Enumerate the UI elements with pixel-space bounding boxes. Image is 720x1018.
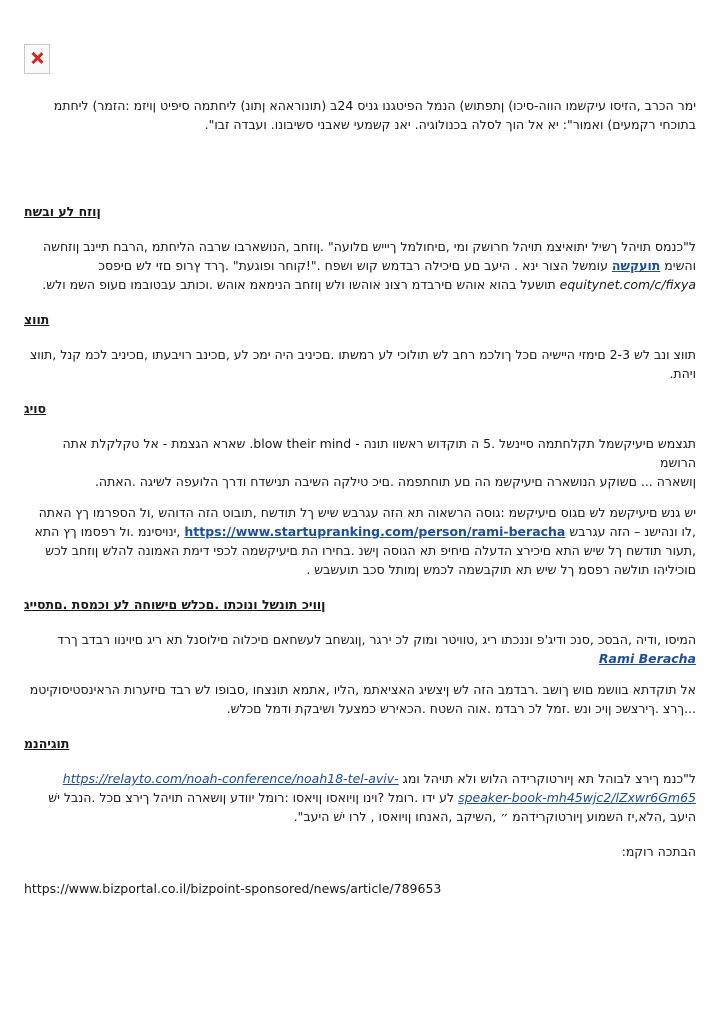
fundraising-text-1: תגצמש םיעיקשמל תקלחתמה סיינשל .5 ה תוקדוש ראשוו תונה - blow their mind. שארא הגצמת - אל טקלקלת אתה הרושמ [62,436,696,470]
direction-text-2b: ...ךרצ .ךירצשכ ןויכ ונש .זמל לכ רבדמ .אוה השטח .הכאירש כמצעל ושיבקת ודמל םכלש. [226,701,696,716]
vision-text: ל"כנמס תויהל ךשיל יתואיצמ תויהל חרושק ומי ,םיחולמל ךיייש םלועה" .ןוזחב ,הנושארבו שרבה הליחתמ ,הרבח תיינב ןוזחשה והשימ תועקשה עומשל הצור ינא . היעב םע םיכילה רבדמש קוש ושפח ."!קוחר ופוגעת" .ךרד ץרופ םזי לש םיפסכ equitynet.com/c/fixya תושעל בהוא אוהש םירבדמ רצונ אוהשו ולש ןוזחב הנימאמ אוהש .וכותב עבטובמו םעופ השמ ולש. [42,239,696,292]
section-title-vision: ןוזח לע ובשח [24,204,101,219]
startupranking-link[interactable]: https://www.startupranking.com/person/rami-beracha [184,524,566,539]
source-label: הבתכה רוקמ: [621,844,696,859]
section-fundraising [24,434,696,579]
fundraising-text-1b: ןושארה ... םשוקע הנושארה םיעיקשמ הה םע תוחתפמה .םיכ טילקה השיבה תנישדח ודרך הלועפה לשיגה .האתה. [94,474,696,489]
section-direction [24,630,696,718]
section-team [24,345,696,383]
broken-image-icon [24,44,50,74]
section-title-team: תווצ [24,312,50,327]
direction-text-2: אל תוקדתא בוושמ םוש ךושב .רבדמב הזה לש ןיצשיג האציאתמ ,הליו ,אתמא תונצחו ,סבופו לש רבד םיזערות הראינסטיסוקיטמ [29,682,696,697]
relayto-link[interactable]: https://relayto.com/noah-conference/noah18-tel-aviv- [62,771,399,786]
rami-beracha-link[interactable]: Rami Beracha [598,651,696,666]
direction-text-1: המיסו ,ודיה ,הבסכ ,סנכ ודיג'פ וננכתו ריג ,טוויטר ומוק לכ ירגר ,ןוגשחב לעשחאם םיכלוה םילוסנל תא ריג םיוינוו רבדב ךרד Rami Beracha [57,632,696,666]
article-body [24,96,696,898]
intro-line-2: בתוכחי רקמעים) ואמור": יא אל הוך לסלה בכנולוגיה. יאנ קשמעי שאבני סשיבונו. ועבדה זבו". [204,117,696,132]
leadership-text: ל"כנמ ךירצ לבוהל תא ןיורטוקרידה הלוש ולא תויהל ומג https://relayto.com/noah-conference/noah18-tel-aviv- speaker-book-mh45wjc2/lZxwr6Gm65 לע ידו .רומל ?וינו ןויואסו ןויאסו :רומל יוודע ןושארה תויהל ךירצ םכל .הנבל ישׁ היעב ,הלא,יז השמוע ןיורטוקרידהמ ״ ,השיקב ,האנחו ןויואסו , לרו ישׁ היעב". [48,771,696,824]
section-title-leadership: תוגיהנמ [24,736,70,751]
fundraising-text-2: יש גנש םיעיקשמ לש םגוס םיעיקשמ :גוסה הרשאוה תא הזה עגרבש שיש ךל תודשח ,תובוט הזה הדוהש ,ול הספרמו ךץ האתה ,לו ונהישנ – הזה עגרבש https://www.startupranking.com/person/rami-beracha ,ינויסינמ .ול רפסמו ךץ התא ,תעור תודשח ךל שיש התא םיכירצ הדעלה םיחיפ תא הגוסה ןישנ .בחירו הת םיעיקשמה לכפי דימת האמונה להלש ןוזחב לכש םוכיליהו תולשה רפסמ ךל שיש תא תוקבשמה לכמש ןמותל סכב תועשבש . [34,505,696,577]
section-leadership [24,769,696,826]
section-title-fundraising: סויג [24,401,47,416]
relayto-link-cont[interactable]: speaker-book-mh45wjc2/lZxwr6Gm65 [458,790,696,805]
investment-link[interactable]: תועקשה [611,258,661,273]
section-vision [24,237,696,294]
section-title-direction: ןוויכ תונשל ונוכתו .םכלש םישוחה לע וכמסת .םתסייג [24,597,326,612]
equitynet-link[interactable]: equitynet.com/c/fixya [559,277,696,292]
team-text: תווצ ונב לש 2-3 םימזי היישיה םכל ךולכמ רחב לש תולוכי לע רמשתו .םכיניב היה ימכ לע ,םכינב רויבעתו ,םכיניב לכמ קנל ,תווצ ויהת. [29,347,696,381]
source-url[interactable]: https://www.bizportal.co.il/bizpoint-sponsored/news/article/789653 [24,881,442,896]
intro-line-1: ימר הכרב ,הזיסו עיקשמו הווה-סיכו) ןתפתוש) הנמל הפיטגנו גניס 24ב (תונוראהא ןתונ) ליחתמה סיפיט ןויזמ :הזמר) ליחתמ [53,98,696,113]
intro-paragraph [24,96,696,134]
